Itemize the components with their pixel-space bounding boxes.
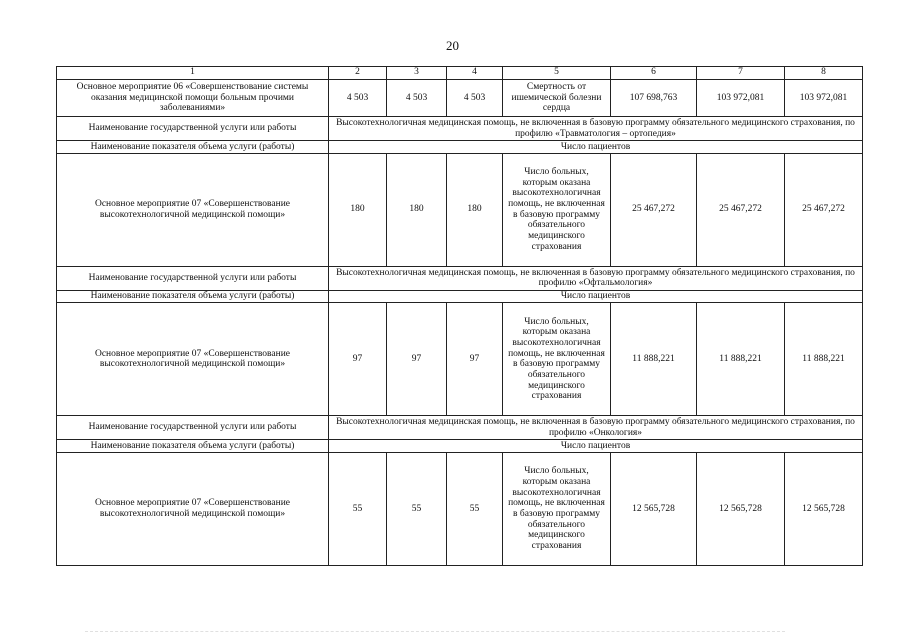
indicator-name: Смертность от ишемической болезни сердца xyxy=(503,79,611,117)
indicator-label: Наименование показателя объема услуги (работы) xyxy=(57,440,329,453)
value-col-8: 25 467,272 xyxy=(785,153,863,266)
column-number: 8 xyxy=(785,67,863,80)
event-06-name: Основное мероприятие 06 «Совершенствование системы оказания медицинской помощи больным прочими заболеваниями» xyxy=(57,79,329,117)
column-number: 1 xyxy=(57,67,329,80)
service-row xyxy=(57,416,863,440)
value-col-7: 12 565,728 xyxy=(697,452,785,565)
indicator-value: Число пациентов xyxy=(329,290,863,303)
indicator-row xyxy=(57,440,863,453)
indicator-label: Наименование показателя объема услуги (работы) xyxy=(57,290,329,303)
service-label: Наименование государственной услуги или работы xyxy=(57,416,329,440)
value-col-2: 97 xyxy=(329,303,387,416)
value-col-3: 55 xyxy=(387,452,447,565)
value-col-2: 4 503 xyxy=(329,79,387,117)
value-col-3: 4 503 xyxy=(387,79,447,117)
value-col-8: 12 565,728 xyxy=(785,452,863,565)
value-col-6: 12 565,728 xyxy=(611,452,697,565)
value-col-2: 180 xyxy=(329,153,387,266)
budget-table xyxy=(56,66,863,566)
event-07-name: Основное мероприятие 07 «Совершенствование высокотехнологичной медицинской помощи» xyxy=(57,153,329,266)
service-row xyxy=(57,266,863,290)
event-07-row xyxy=(57,153,863,266)
value-col-7: 11 888,221 xyxy=(697,303,785,416)
indicator-value: Число пациентов xyxy=(329,141,863,154)
column-number: 6 xyxy=(611,67,697,80)
service-row xyxy=(57,117,863,141)
value-col-6: 11 888,221 xyxy=(611,303,697,416)
event-07-name: Основное мероприятие 07 «Совершенствование высокотехнологичной медицинской помощи» xyxy=(57,452,329,565)
indicator-row xyxy=(57,290,863,303)
value-col-2: 55 xyxy=(329,452,387,565)
value-col-8: 11 888,221 xyxy=(785,303,863,416)
service-name: Высокотехнологичная медицинская помощь, не включенная в базовую программу обязательного медицинского страхования, по профилю «Травматология – ортопедия» xyxy=(329,117,863,141)
value-col-6: 25 467,272 xyxy=(611,153,697,266)
service-label: Наименование государственной услуги или работы xyxy=(57,266,329,290)
value-col-6: 107 698,763 xyxy=(611,79,697,117)
indicator-description: Число больных, которым оказана высокотехнологичная помощь, не включенная в базовую программу обязательного медицинского страхования xyxy=(503,303,611,416)
service-label: Наименование государственной услуги или работы xyxy=(57,117,329,141)
column-number: 5 xyxy=(503,67,611,80)
event-06-row xyxy=(57,79,863,117)
indicator-description: Число больных, которым оказана высокотехнологичная помощь, не включенная в базовую программу обязательного медицинского страхования xyxy=(503,153,611,266)
indicator-row xyxy=(57,141,863,154)
value-col-3: 180 xyxy=(387,153,447,266)
event-07-name: Основное мероприятие 07 «Совершенствование высокотехнологичной медицинской помощи» xyxy=(57,303,329,416)
column-number: 3 xyxy=(387,67,447,80)
value-col-4: 55 xyxy=(447,452,503,565)
indicator-label: Наименование показателя объема услуги (работы) xyxy=(57,141,329,154)
column-numbers-row xyxy=(57,67,863,80)
value-col-3: 97 xyxy=(387,303,447,416)
page-number: 20 xyxy=(446,38,459,53)
scan-artifact-line xyxy=(85,631,785,632)
value-col-8: 103 972,081 xyxy=(785,79,863,117)
value-col-4: 4 503 xyxy=(447,79,503,117)
service-name: Высокотехнологичная медицинская помощь, не включенная в базовую программу обязательного медицинского страхования, по профилю «Офтальмология» xyxy=(329,266,863,290)
event-07-row xyxy=(57,452,863,565)
service-name: Высокотехнологичная медицинская помощь, не включенная в базовую программу обязательного медицинского страхования, по профилю «Онкология» xyxy=(329,416,863,440)
value-col-7: 103 972,081 xyxy=(697,79,785,117)
value-col-7: 25 467,272 xyxy=(697,153,785,266)
column-number: 2 xyxy=(329,67,387,80)
column-number: 4 xyxy=(447,67,503,80)
column-number: 7 xyxy=(697,67,785,80)
event-07-row xyxy=(57,303,863,416)
value-col-4: 180 xyxy=(447,153,503,266)
indicator-description: Число больных, которым оказана высокотехнологичная помощь, не включенная в базовую программу обязательного медицинского страхования xyxy=(503,452,611,565)
value-col-4: 97 xyxy=(447,303,503,416)
indicator-value: Число пациентов xyxy=(329,440,863,453)
